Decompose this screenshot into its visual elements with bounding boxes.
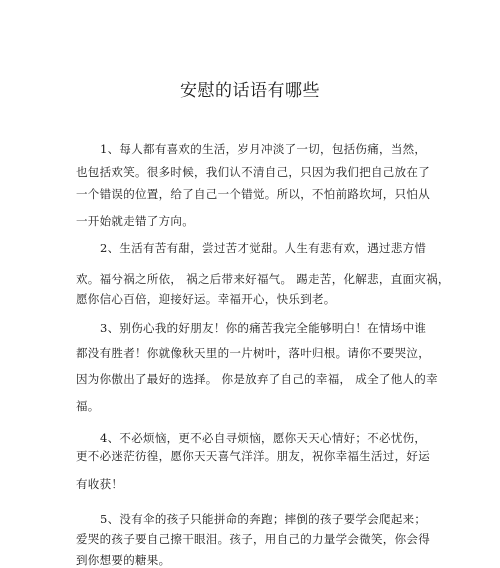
paragraph-3-line-2: 都没有胜者！你就像秋天里的一片树叶，落叶归根。请你不要哭泣，	[76, 346, 430, 360]
paragraph-4-line-1: 4、不必烦恼，更不必自寻烦恼，愿你天天心情好；不必忧伤，	[100, 431, 427, 445]
paragraph-3-line-4: 福。	[76, 399, 100, 413]
paragraph-1-line-4: 一开始就走错了方向。	[76, 214, 194, 228]
paragraph-3-line-1: 3、别伤心我的好朋友！你的痛苦我完全能够明白！在情场中谁	[100, 321, 427, 335]
paragraph-2-line-1: 2、生活有苦有甜，尝过苦才觉甜。人生有悲有欢，遇过悲方惜	[100, 241, 427, 255]
paragraph-3-line-3: 因为你傲出了最好的选择。 你是放弃了自己的幸福， 成全了他人的幸	[76, 372, 438, 386]
paragraph-1-line-2: 也包括欢笑。很多时候，我们认不清自己，只因为我们把自己放在了	[76, 165, 430, 179]
paragraph-4-line-2: 更不必迷茫彷徨，愿你天天喜气洋洋。朋友，祝你幸福生活过，好运	[76, 449, 430, 463]
document-title: 安慰的话语有哪些	[180, 81, 320, 101]
paragraph-5-line-3: 到你想要的糖果。	[76, 553, 171, 567]
paragraph-1-line-1: 1、每人都有喜欢的生活，岁月冲淡了一切，包括伤痛，当然，	[100, 142, 427, 156]
paragraph-5-line-2: 爱哭的孩子要自己擦干眼泪。孩子，用自己的力量学会微笑，你会得	[76, 532, 430, 546]
paragraph-1-line-3: 一个错误的位置，给了自己一个错觉。所以，不怕前路坎坷，只怕从	[76, 187, 430, 201]
paragraph-5-line-1: 5、没有伞的孩子只能拼命的奔跑；摔倒的孩子要学会爬起来；	[100, 512, 427, 526]
paragraph-4-line-3: 有收获！	[76, 477, 124, 491]
paragraph-2-line-2: 欢。福兮祸之所依， 祸之后带来好福气。 踢走苦，化解悲，直面灾祸，	[76, 272, 450, 286]
paragraph-2-line-3: 愿你信心百倍，迎接好运。幸福开心，快乐到老。	[76, 292, 336, 306]
